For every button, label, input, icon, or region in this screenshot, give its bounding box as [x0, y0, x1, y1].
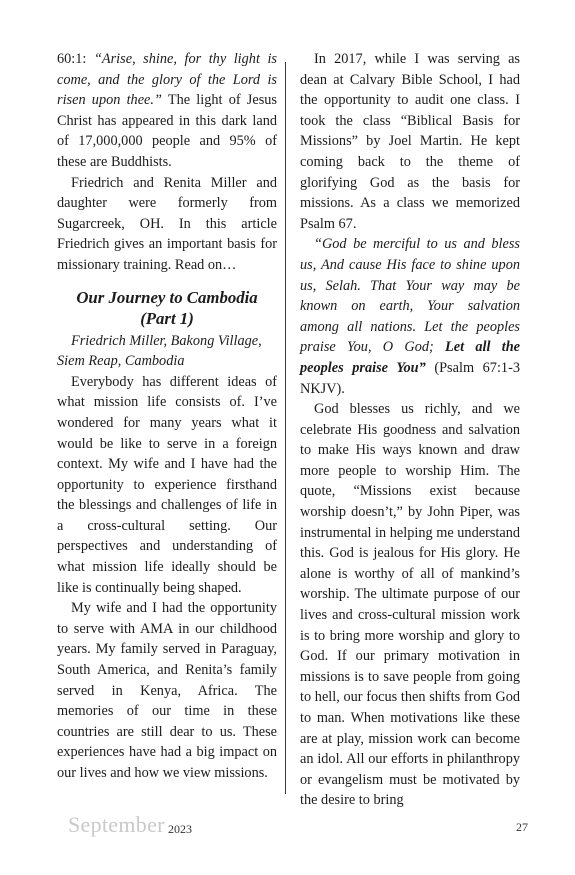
- page-number: 27: [516, 820, 528, 834]
- intro-scripture-quote: “Arise, shine, for thy light is come, and the glory of the Lord is risen upon thee.”: [57, 51, 277, 109]
- article-title-line-1: Our Journey to Cambodia: [76, 287, 258, 307]
- psalm-quote: “God be merciful to us and bless us, And cause His face to shine upon us, Selah. That Your way may be known on earth, Your salvation among all nations. Let the peoples praise You, O God;: [300, 236, 520, 356]
- column-divider: [285, 62, 286, 794]
- article-title: [57, 287, 277, 329]
- intro-paragraph: [57, 49, 277, 173]
- intro-paragraph-text: The light of Jesus Christ has appeared in this dark land of 17,000,000 people and 95% of these are Buddhists.: [57, 92, 277, 170]
- body-paragraph: My wife and I had the opportunity to serve with AMA in our childhood years. My family served in Paraguay, South America, and Renita’s family served in Kenya, Africa. The memories of our time in these countries are still dear to us. These experiences have had a big impact on our lives and how we view missions.: [57, 600, 277, 781]
- article-byline: Friedrich Miller, Bakong Village, Siem Reap, Cambodia: [57, 332, 262, 370]
- article-title-line-2: (Part 1): [140, 308, 194, 328]
- right-column: [300, 49, 520, 811]
- footer-year: 2023: [168, 822, 192, 836]
- body-paragraph: In 2017, while I was serving as dean at Calvary Bible School, I had the opportunity to audit one class. I took the class “Biblical Basis for Missions” by Joel Martin. He kept coming back to the theme of glorifying God as the basis for missions. As a class we memorized Psalm 67.: [300, 51, 520, 232]
- psalm-quote-paragraph: [300, 234, 520, 399]
- intro-reference: 60:1:: [57, 51, 94, 67]
- body-paragraph: God blesses us richly, and we celebrate His goodness and salvation to make His ways known and draw more people to worship Him. The quote, “Missions exist because worship doesn’t,” by John Piper, was instrumental in helping me understand this. God is jealous for His glory. He alone is worthy of all of mankind’s worship. The ultimate purpose of our lives and cross-cultural mission work is to bring more worship and glory to God. If our primary motivation in missions is to save people from going to hell, our focus then shifts from God to man. When motivations like these are at play, mission work can become an idol. All our efforts in philanthropy or evangelism must be motivated by the desire to bring: [300, 401, 520, 809]
- psalm-reference: (Psalm 67:1-3 NKJV).: [300, 359, 520, 397]
- page-footer: [68, 812, 528, 842]
- footer-month: September: [68, 812, 165, 837]
- left-column: [57, 49, 277, 784]
- author-intro-paragraph: Friedrich and Renita Miller and daughter were formerly from Sugarcreek, OH. In this article Friedrich gives an important basis for missionary training. Read on…: [57, 174, 277, 273]
- body-paragraph: Everybody has different ideas of what mission life consists of. I’ve wondered for many years what it would be like to serve in a foreign context. My wife and I have had the opportunity to experience firsthand the blessings and challenges of life in a cross-cultural setting. Our perspectives and understanding of what mission life ideally should be like is continually being shaped.: [57, 373, 277, 596]
- psalm-quote-emphasis: Let all the peoples praise You”: [300, 339, 520, 376]
